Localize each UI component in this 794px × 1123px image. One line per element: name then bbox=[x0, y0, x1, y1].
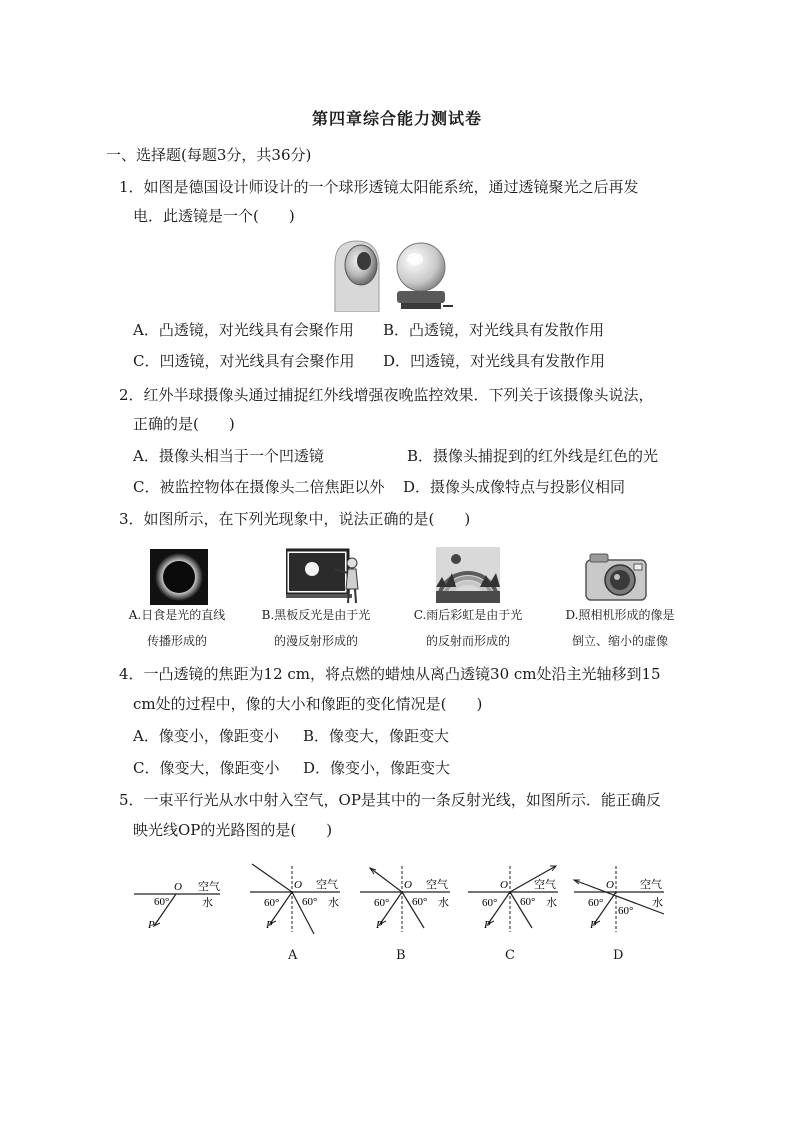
q1-option-b: B．凸透镜，对光线具有发散作用 bbox=[383, 321, 605, 339]
q4-stem-line1: 4．一凸透镜的焦距为12 cm，将点燃的蜡烛从离凸透镜30 cm处沿主光轴移到15 bbox=[119, 665, 661, 683]
q3-caption-a-line2: 传播形成的 bbox=[146, 634, 207, 648]
q3-caption-d-line1: D.照相机形成的像是 bbox=[565, 608, 675, 622]
c-label-angle-right: 60° bbox=[520, 896, 536, 908]
q3-stem: 3．如图所示，在下列光现象中，说法正确的是( ) bbox=[119, 510, 471, 528]
q3-caption-d-line2: 倒立、缩小的虚像 bbox=[571, 634, 668, 648]
b-label-p: P bbox=[376, 919, 383, 931]
q3-caption-c-line1: C.雨后彩虹是由于光 bbox=[413, 608, 523, 622]
ref-label-p: P bbox=[148, 919, 155, 931]
a-label-p: P bbox=[266, 919, 273, 931]
q3-blackboard-image bbox=[286, 547, 362, 605]
c-label-water: 水 bbox=[546, 897, 557, 909]
q2-option-b: B．摄像头捕捉到的红外线是红色的光 bbox=[407, 447, 659, 465]
a-label-water: 水 bbox=[328, 897, 339, 909]
b-label-angle-left: 60° bbox=[374, 897, 390, 909]
q1-option-d: D．凹透镜，对光线具有发散作用 bbox=[383, 352, 606, 370]
q5-diagram-c bbox=[464, 862, 564, 942]
q5-diagram-b bbox=[356, 862, 456, 942]
ref-label-angle: 60° bbox=[154, 896, 170, 908]
q4-option-b: B．像变大，像距变大 bbox=[303, 727, 450, 745]
c-label-o: O bbox=[500, 879, 508, 891]
q5-choice-a-label: A bbox=[288, 948, 298, 963]
b-label-water: 水 bbox=[438, 897, 449, 909]
q5-choice-b-label: B bbox=[396, 948, 406, 963]
b-label-air: 空气 bbox=[426, 879, 448, 891]
b-label-angle-right: 60° bbox=[412, 896, 428, 908]
page-title: 第四章综合能力测试卷 bbox=[311, 109, 482, 128]
q5-reference-diagram bbox=[130, 874, 226, 938]
q3-eclipse-image bbox=[150, 549, 208, 605]
c-label-air: 空气 bbox=[534, 879, 556, 891]
q4-stem-line2: cm处的过程中，像的大小和像距的变化情况是( ) bbox=[133, 695, 483, 713]
q4-option-c: C．像变大，像距变小 bbox=[133, 759, 280, 777]
q3-caption-a-line1: A.日食是光的直线 bbox=[128, 608, 226, 622]
q2-stem-line2: 正确的是( ) bbox=[133, 415, 235, 433]
q1-lens-photo bbox=[331, 233, 454, 312]
section-heading: 一、选择题(每题3分，共36分) bbox=[106, 146, 312, 164]
d-label-water: 水 bbox=[652, 897, 663, 909]
q3-caption-c-line2: 的反射而形成的 bbox=[425, 634, 510, 648]
q5-choice-c-label: C bbox=[505, 948, 515, 963]
q1-stem-line1: 1．如图是德国设计师设计的一个球形透镜太阳能系统，通过透镜聚光之后再发 bbox=[119, 178, 639, 196]
q3-caption-b-line1: B.黑板反光是由于光 bbox=[261, 608, 371, 622]
q5-diagram-a bbox=[246, 862, 346, 942]
q5-diagram-d bbox=[570, 862, 670, 942]
d-label-angle-left: 60° bbox=[588, 897, 604, 909]
a-label-angle-left: 60° bbox=[264, 897, 280, 909]
ref-label-air: 空气 bbox=[198, 881, 220, 893]
q5-stem-line1: 5．一束平行光从水中射入空气，OP是其中的一条反射光线，如图所示．能正确反 bbox=[119, 791, 661, 809]
q2-option-c: C．被监控物体在摄像头二倍焦距以外 bbox=[133, 478, 385, 496]
d-label-o: O bbox=[606, 879, 614, 891]
q3-rainbow-image bbox=[436, 547, 500, 603]
b-label-o: O bbox=[404, 879, 412, 891]
c-label-angle-left: 60° bbox=[482, 897, 498, 909]
q2-option-d: D．摄像头成像特点与投影仪相同 bbox=[403, 478, 626, 496]
q1-option-a: A．凸透镜，对光线具有会聚作用 bbox=[133, 321, 354, 339]
a-label-air: 空气 bbox=[316, 879, 338, 891]
ref-label-o: O bbox=[174, 881, 182, 893]
a-label-angle-right: 60° bbox=[302, 896, 318, 908]
q4-option-a: A．像变小，像距变小 bbox=[133, 727, 279, 745]
q4-option-d: D．像变小，像距变大 bbox=[303, 759, 451, 777]
q1-option-c: C．凹透镜，对光线具有会聚作用 bbox=[133, 352, 355, 370]
ref-label-water: 水 bbox=[202, 897, 213, 909]
q5-choice-d-label: D bbox=[613, 948, 624, 963]
q3-camera-image bbox=[584, 548, 648, 606]
q5-stem-line2: 映光线OP的光路图的是( ) bbox=[133, 821, 333, 839]
c-label-p: P bbox=[484, 919, 491, 931]
d-label-p: P bbox=[590, 919, 597, 931]
q2-option-a: A．摄像头相当于一个凹透镜 bbox=[133, 447, 324, 465]
d-label-air: 空气 bbox=[640, 879, 662, 891]
q3-caption-b-line2: 的漫反射形成的 bbox=[273, 634, 358, 648]
d-label-angle-right: 60° bbox=[618, 905, 634, 917]
q1-stem-line2: 电．此透镜是一个( ) bbox=[133, 207, 295, 225]
q2-stem-line1: 2．红外半球摄像头通过捕捉红外线增强夜晚监控效果．下列关于该摄像头说法， bbox=[119, 386, 654, 404]
a-label-o: O bbox=[294, 879, 302, 891]
